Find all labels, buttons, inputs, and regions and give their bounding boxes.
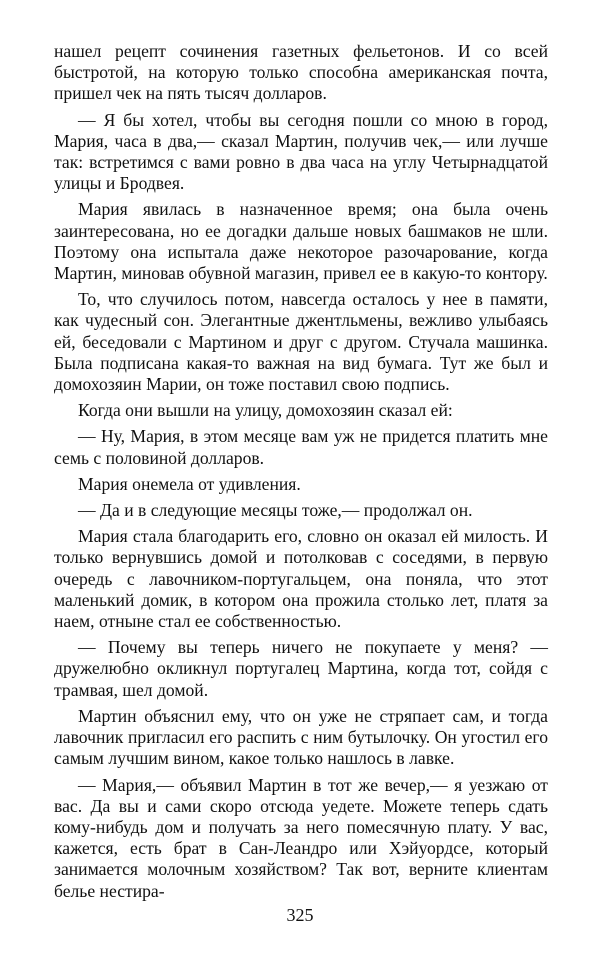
page-number: 325 [286, 905, 314, 925]
paragraph: Мария стала благодарить его, словно он оказал ей милость. И только вернувшись домой и потолковав с соседями, в первую очередь с лавочником-португальцем, она поняла, что этот маленький домик, в котором она прожила столько лет, платя за наем, отныне стал ее собственностью. [54, 526, 548, 632]
paragraph: Мария явилась в назначенное время; она была очень заинтересована, но ее догадки дальше новых башмаков не шли. Поэтому она испытала даже некоторое разочарование, когда Мартин, миновав обувной магазин, привел ее в какую-то контору. [54, 199, 548, 284]
body-text [54, 41, 548, 907]
paragraph: — Я бы хотел, чтобы вы сегодня пошли со мною в город, Мария, часа в два,— сказал Мартин, получив чек,— или лучше так: встретимся с вами ровно в два часа на углу Четырнадцатой улицы и Бродвея. [54, 109, 548, 194]
paragraph: Мария онемела от удивления. [78, 473, 301, 494]
paragraph: Когда они вышли на улицу, домохозяин сказал ей: [78, 400, 453, 421]
paragraph: — Да и в следующие месяцы тоже,— продолжал он. [78, 500, 473, 521]
paragraph: Мартин объяснил ему, что он уже не стряпает сам, и тогда лавочник пригласил его распить с ним бутылочку. Он угостил его самым лучшим вином, какое только нашлось в лавке. [54, 705, 548, 769]
paragraph: — Мария,— объявил Мартин в тот же вечер,— я уезжаю от вас. Да вы и сами скоро отсюда уедете. Можете теперь сдать кому-нибудь дом и получать за него помесячную плату. У вас, кажется, есть брат в Сан-Леандро или Хэйуордсе, который занимается молочным хозяйством? Так вот, верните клиентам белье нестира- [54, 774, 548, 901]
paragraph: нашел рецепт сочинения газетных фельетонов. И со всей быстротой, на которую только способна американская почта, пришел чек на пять тысяч долларов. [54, 41, 548, 104]
paragraph: — Почему вы теперь ничего не покупаете у меня? — дружелюбно окликнул португалец Мартина, когда тот, сойдя с трамвая, шел домой. [54, 637, 548, 700]
paragraph: — Ну, Мария, в этом месяце вам уж не придется платить мне семь с половиной долларов. [54, 426, 548, 468]
paragraph: То, что случилось потом, навсегда осталось у нее в памяти, как чудесный сон. Элегантные джентльмены, вежливо улыбаясь ей, беседовали с Мартином и друг с другом. Стучала машинка. Была подписана какая-то важная на вид бумага. Тут же был и домохозяин Марии, он тоже поставил свою подпись. [54, 289, 548, 395]
